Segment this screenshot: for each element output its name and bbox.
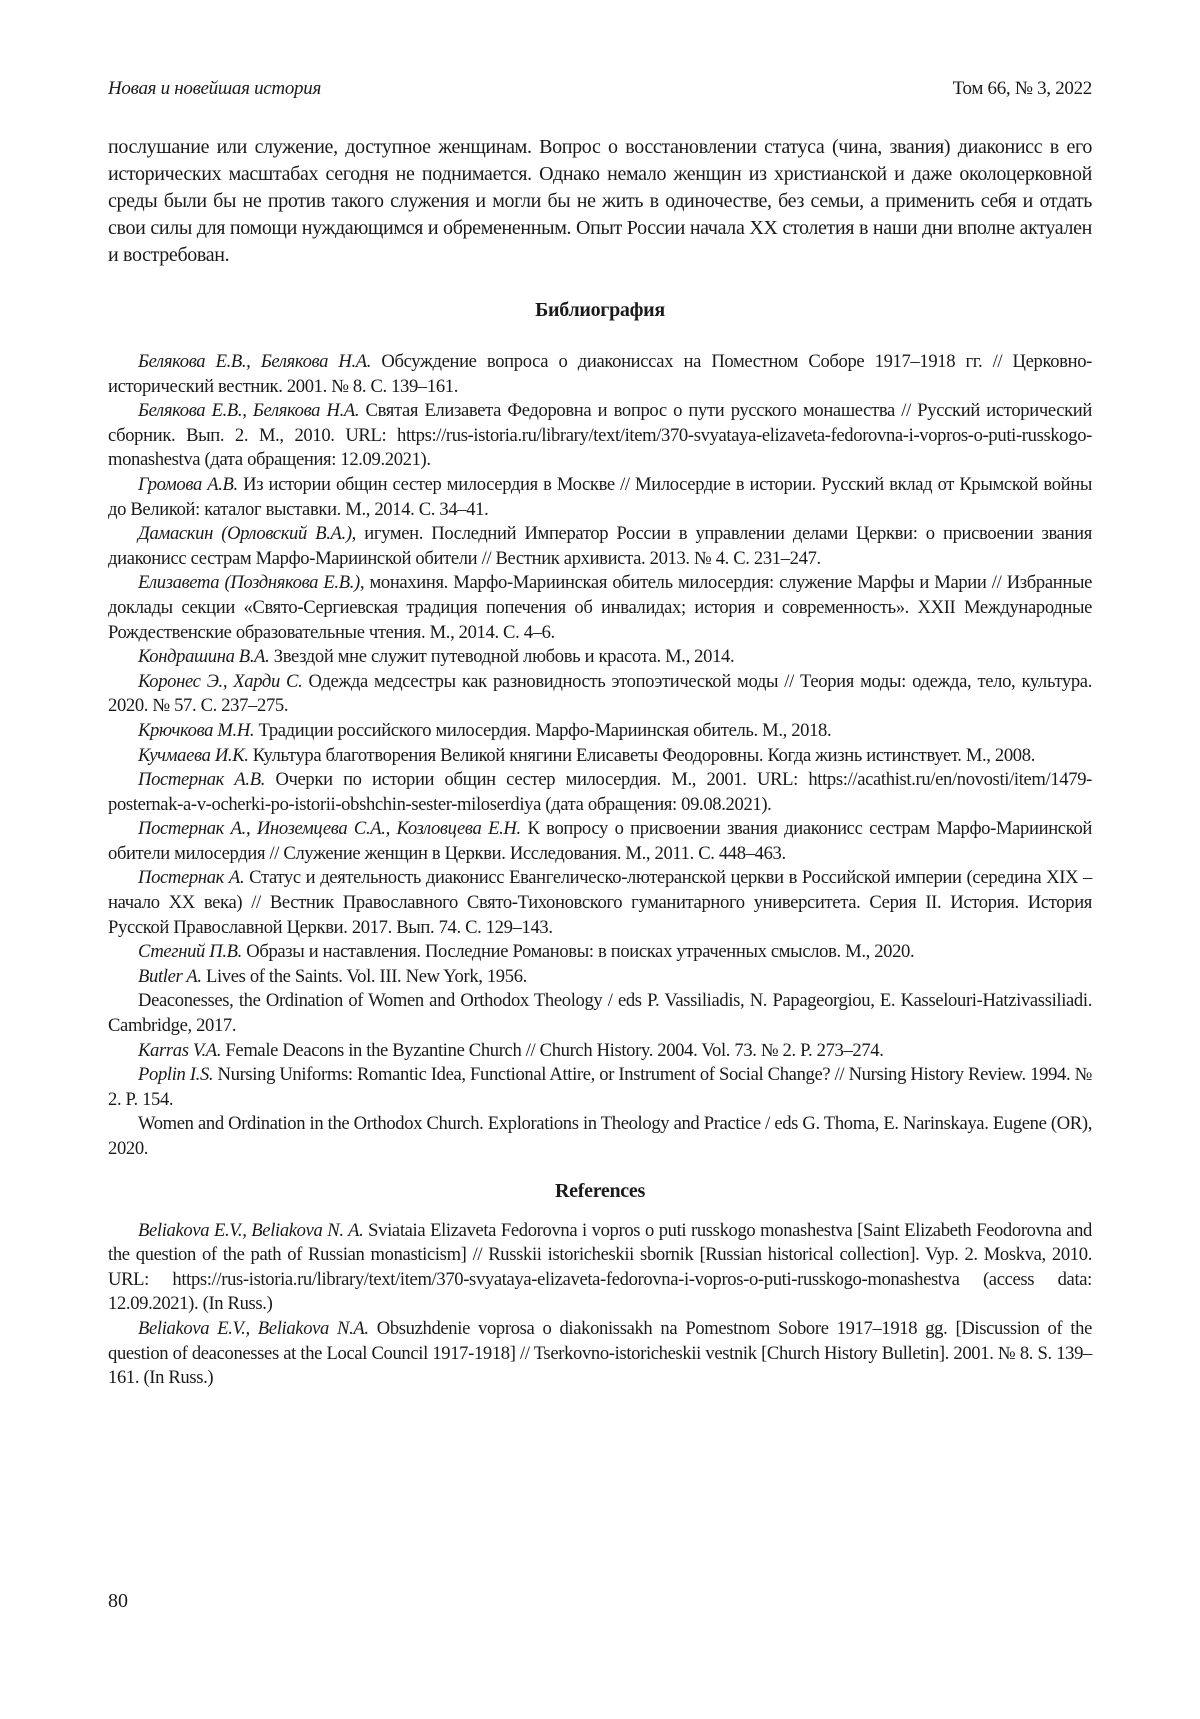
reference-author: Karras V.A. xyxy=(138,1039,222,1061)
reference-author: Коронес Э., Харди С. xyxy=(138,670,303,692)
reference-entry xyxy=(108,571,1092,645)
reference-author: Громова А.В. xyxy=(138,473,238,495)
reference-text: Одежда медсестры как разновидность этопоэтической моды // Теория моды: одежда, тело, культура. 2020. № 57. С. 237–275. xyxy=(108,670,1092,717)
bibliography-heading: Библиография xyxy=(535,299,665,321)
reference-entry xyxy=(108,645,1092,670)
reference-entry xyxy=(108,473,1092,522)
reference-entry xyxy=(108,817,1092,866)
reference-entry xyxy=(108,1039,1092,1064)
bibliography-list xyxy=(108,350,1092,1162)
reference-author: Постернак А. xyxy=(138,867,245,889)
reference-author: Белякова Е.В., Белякова Н.А. xyxy=(138,400,360,422)
reference-text: монахиня. Марфо-Мариинская обитель милосердия: служение Марфы и Марии // Избранные доклады секции «Свято-Сергиевская традиция попечения об инвалидах; история и современность». XXII Международные Рождественские образовательные чтения. М., 2014. С. 4–6. xyxy=(108,572,1092,643)
reference-entry xyxy=(108,768,1092,817)
reference-text: Культура благотворения Великой княгини Елисаветы Феодоровны. Когда жизнь истинствует. М., 2008. xyxy=(248,744,1035,766)
reference-entry xyxy=(108,1063,1092,1112)
reference-text: Очерки по истории общин сестер милосердия. М., 2001. URL: https://acathist.ru/en/novosti/item/1479-posternak-a-v-ocherki-po-istorii-obshchin-sester-miloserdiya (дата обращения: 09.08.2021). xyxy=(108,769,1092,815)
reference-text: Святая Елизавета Федоровна и вопрос о пути русского монашества // Русский исторический сборник. Вып. 2. М., 2010. URL: https://rus-istoria.ru/library/text/item/370-svyataya-elizaveta-fedorovna-i-vopros-o-puti-russkogo-monashestva (дата обращения: 12.09.2021). xyxy=(108,400,1092,471)
reference-text: Статус и деятельность диаконисс Евангелическо-лютеранской церкви в Российской империи (середина XIX – начало XX века) // Вестник Православного Свято-Тихоновского гуманитарного университета. Серия II. История. История Русской Православной Церкви. 2017. Вып. 74. С. 129–143. xyxy=(108,867,1092,938)
reference-text: Deaconesses, the Ordination of Women and Orthodox Theology / eds P. Vassiliadis, N. Papageorgiou, E. Kasselouri-Hatzivassiliadi. Cambridge, 2017. xyxy=(108,990,1092,1037)
reference-text: Звездой мне служит путеводной любовь и красота. М., 2014. xyxy=(269,646,735,668)
reference-text: Female Deacons in the Byzantine Church // Church History. 2004. Vol. 73. № 2. P. 273–274. xyxy=(221,1039,884,1061)
reference-author: Кондрашина В.А. xyxy=(138,646,270,668)
reference-text: Традиции российского милосердия. Марфо-Мариинская обитель. М., 2018. xyxy=(254,719,832,741)
reference-author: Постернак А.В. xyxy=(138,769,266,791)
journal-title: Новая и новейшая история xyxy=(108,78,321,99)
reference-text: Women and Ordination in the Orthodox Church. Explorations in Theology and Practice / eds G. Thoma, E. Narinskaya. Eugene (OR), 2020. xyxy=(108,1113,1092,1159)
reference-text: Образы и наставления. Последние Романовы: в поисках утраченных смыслов. М., 2020. xyxy=(241,941,915,963)
reference-entry xyxy=(108,719,1092,744)
reference-author: Beliakova E.V., Beliakova N. A. xyxy=(138,1219,364,1241)
references-heading: References xyxy=(555,1179,645,1202)
references-list xyxy=(108,1219,1092,1391)
reference-author: Poplin I.S. xyxy=(138,1064,214,1086)
body-paragraph: послушание или служение, доступное женщинам. Вопрос о восстановлении статуса (чина, звания) диаконисс в его исторических масштабах сегодня не поднимается. Однако немало женщин из христианской и даже околоцерковной среды были бы не против такого служения и могли бы не жить в одиночестве, без семьи, а применить себя и отдать свои силы для помощи нуждающимся и обремененным. Опыт России начала XX столетия в наши дни вполне актуален и востребован. xyxy=(108,136,1092,266)
reference-entry xyxy=(108,1112,1092,1161)
reference-author: Стегний П.В. xyxy=(138,941,242,963)
reference-text: Lives of the Saints. Vol. III. New York, 1956. xyxy=(201,965,527,987)
reference-text: , игумен. Последний Император России в управлении делами Церкви: о присвоении звания диаконисс сестрам Марфо-Мариинской обители // Вестник архивиста. 2013. № 4. С. 231–247. xyxy=(108,523,1092,569)
issue-info: Том 66, № 3, 2022 xyxy=(952,78,1092,99)
reference-author: Дамаскин (Орловский В.А.) xyxy=(138,523,352,545)
reference-text: Из истории общин сестер милосердия в Москве // Милосердие в истории. Русский вклад от Крымской войны до Великой: каталог выставки. М., 2014. С. 34–41. xyxy=(108,473,1093,520)
reference-entry xyxy=(108,866,1092,940)
reference-text: Nursing Uniforms: Romantic Idea, Functional Attire, or Instrument of Social Change? // Nursing History Review. 1994. № 2. P. 154. xyxy=(108,1064,1092,1110)
reference-entry xyxy=(108,670,1092,719)
reference-entry xyxy=(108,522,1092,571)
reference-entry xyxy=(108,989,1092,1038)
reference-author: Beliakova E.V., Beliakova N.A. xyxy=(138,1317,369,1339)
reference-author: Крючкова М.Н. xyxy=(138,719,255,741)
reference-entry xyxy=(108,965,1092,990)
running-header xyxy=(108,78,1092,118)
document-page xyxy=(108,78,1092,1391)
reference-author: Кучмаева И.К. xyxy=(138,744,249,766)
reference-author: Butler A. xyxy=(138,965,202,987)
reference-text: Обсуждение вопроса о диакониссах на Поместном Соборе 1917–1918 гг. // Церковно-исторический вестник. 2001. № 8. С. 139–161. xyxy=(108,351,1092,397)
page-number: 80 xyxy=(108,1590,128,1612)
reference-author: Белякова Е.В., Белякова Н.А. xyxy=(138,351,372,372)
reference-text: Obsuzhdenie voprosa o diakonissakh na Pomestnom Sobore 1917–1918 gg. [Discussion of the question of deaconesses at the Local Council 1917-1918] // Tserkovno-istoricheskii vestnik [Church History Bulletin]. 2001. № 8. S. 139–161. (In Russ.) xyxy=(108,1317,1092,1389)
reference-text: К вопросу о присвоении звания диаконисс сестрам Марфо-Мариинской обители милосердия // Служение женщин в Церкви. Исследования. М., 2011. С. 448–463. xyxy=(108,818,1092,864)
reference-entry xyxy=(108,1219,1092,1317)
reference-entry xyxy=(108,1317,1092,1391)
reference-author: Елизавета (Позднякова Е.В.), xyxy=(138,572,365,594)
reference-author: Постернак А., Иноземцева С.А., Козловцева Е.Н. xyxy=(138,818,521,840)
reference-text: Sviataia Elizaveta Fedorovna i vopros o puti russkogo monashestva [Saint Elizabeth Feodorovna and the question of the path of Russian monasticism] // Russkii istoricheskii sbornik [Russian historical collection]. Vyp. 2. Moskva, 2010. URL: https://rus-istoria.ru/library/text/item/370-svyataya-elizaveta-fedorovna-i-vopros-o-puti-russkogo-monashestva (access data: 12.09.2021). (In Russ.) xyxy=(108,1219,1093,1315)
reference-entry xyxy=(108,399,1092,473)
reference-entry xyxy=(108,940,1092,965)
reference-entry xyxy=(108,350,1092,399)
reference-entry xyxy=(108,744,1092,769)
